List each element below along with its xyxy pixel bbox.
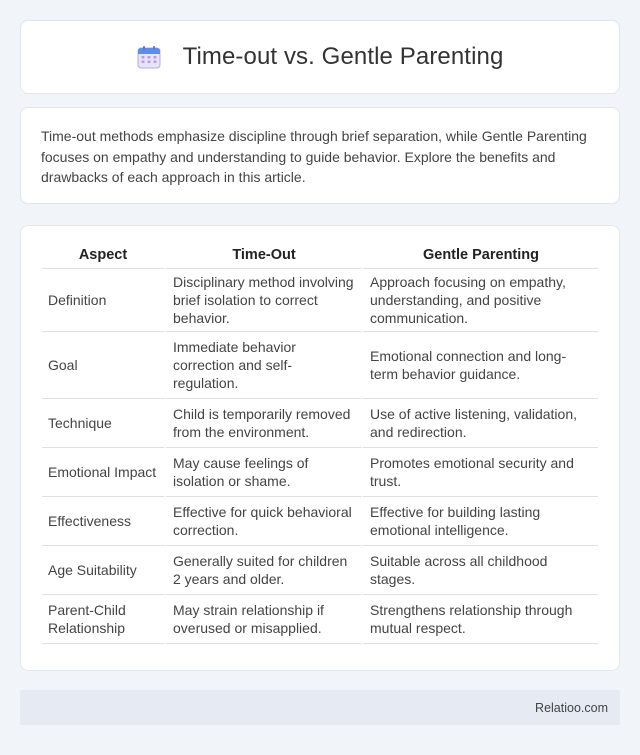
- table-row: [42, 399, 598, 448]
- footer-site-link[interactable]: Relatioo.com: [535, 701, 608, 715]
- table-row: [42, 332, 598, 399]
- cell-aspect: Definition: [42, 269, 164, 332]
- cell-time-out: May strain relationship if overused or misapplied.: [164, 595, 361, 644]
- table-row: [42, 269, 598, 332]
- cell-gentle-parenting: Use of active listening, validation, and redirection.: [361, 399, 598, 448]
- cell-aspect: Parent-Child Relationship: [42, 595, 164, 644]
- cell-time-out: Effective for quick behavioral correction.: [164, 497, 361, 546]
- footer: [20, 690, 620, 725]
- header-aspect: Aspect: [42, 246, 164, 269]
- table-row: [42, 546, 598, 595]
- cell-gentle-parenting: Emotional connection and long-term behavior guidance.: [361, 332, 598, 399]
- intro-text: Time-out methods emphasize discipline through brief separation, while Gentle Parenting focuses on empathy and understanding to guide behavior. Explore the benefits and drawbacks of each approach in this article.: [41, 128, 587, 185]
- header-gentle-parenting: Gentle Parenting: [361, 246, 598, 269]
- table-header-row: [42, 246, 598, 269]
- table-row: [42, 448, 598, 497]
- page-title: Time-out vs. Gentle Parenting: [182, 43, 504, 70]
- calendar-icon: [137, 45, 161, 69]
- cell-gentle-parenting: Strengthens relationship through mutual respect.: [361, 595, 598, 644]
- cell-time-out: Disciplinary method involving brief isolation to correct behavior.: [164, 269, 361, 332]
- comparison-table: [42, 246, 598, 644]
- title-wrap: [137, 43, 504, 71]
- cell-time-out: Child is temporarily removed from the environment.: [164, 399, 361, 448]
- comparison-card: [20, 225, 620, 671]
- cell-time-out: May cause feelings of isolation or shame.: [164, 448, 361, 497]
- cell-aspect: Technique: [42, 399, 164, 448]
- intro-card: [20, 107, 620, 204]
- title-card: [20, 20, 620, 94]
- cell-aspect: Age Suitability: [42, 546, 164, 595]
- header-time-out: Time-Out: [164, 246, 361, 269]
- cell-aspect: Emotional Impact: [42, 448, 164, 497]
- cell-aspect: Goal: [42, 332, 164, 399]
- cell-time-out: Immediate behavior correction and self-regulation.: [164, 332, 361, 399]
- cell-gentle-parenting: Effective for building lasting emotional intelligence.: [361, 497, 598, 546]
- table-row: [42, 497, 598, 546]
- table-row: [42, 595, 598, 644]
- cell-aspect: Effectiveness: [42, 497, 164, 546]
- cell-gentle-parenting: Promotes emotional security and trust.: [361, 448, 598, 497]
- cell-gentle-parenting: Approach focusing on empathy, understanding, and positive communication.: [361, 269, 598, 332]
- cell-gentle-parenting: Suitable across all childhood stages.: [361, 546, 598, 595]
- cell-time-out: Generally suited for children 2 years and older.: [164, 546, 361, 595]
